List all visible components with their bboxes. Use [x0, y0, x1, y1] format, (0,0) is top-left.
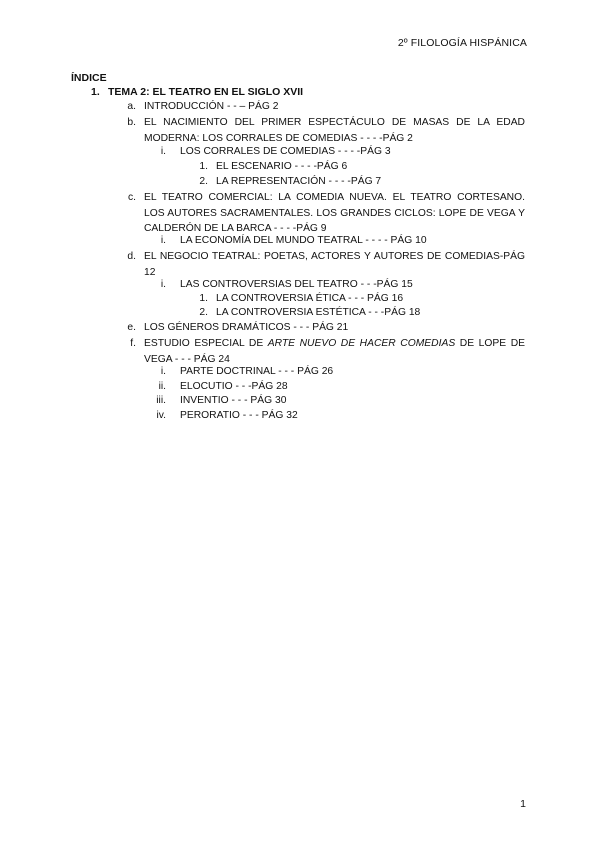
toc-entry-f [130, 336, 526, 367]
entry-marker: i. [160, 146, 166, 157]
entry-text: EL NEGOCIO TEATRAL: POETAS, ACTORES Y AUTORES DE COMEDIAS-PÁG 12 [144, 251, 525, 278]
toc-entry-d-i [160, 279, 413, 290]
entry-text: LAS CONTROVERSIAS DEL TEATRO - - -PÁG 15 [180, 279, 413, 290]
toc-entry-d-2 [199, 307, 421, 318]
entry-text: LA CONTROVERSIA ESTÉTICA - - -PÁG 18 [216, 307, 421, 318]
toc-entry-b-1 [199, 161, 348, 172]
toc-entry-d [127, 249, 525, 280]
entry-text-before: ESTUDIO ESPECIAL DE [144, 338, 268, 349]
entry-marker: c. [127, 192, 136, 203]
entry-text: EL TEATRO COMERCIAL: LA COMEDIA NUEVA. EL TEATRO CORTESANO. LOS AUTORES SACRAMENTALES. LOS GRANDES CICLOS: LOPE DE VEGA Y CALDERÓN DE LA BARCA - - - -PÁG 9 [144, 192, 525, 234]
entry-marker: i. [160, 366, 166, 377]
entry-marker: ii. [158, 381, 166, 392]
toc-entry-f-iv [156, 410, 298, 421]
entry-marker: iii. [156, 395, 166, 406]
entry-text: PARTE DOCTRINAL - - - PÁG 26 [180, 366, 334, 377]
toc-entry-d-1 [199, 293, 404, 304]
entry-text: INTRODUCCIÓN - - – PÁG 2 [144, 101, 279, 112]
index-title: ÍNDICE [71, 72, 107, 84]
page-header: 2º FILOLOGÍA HISPÁNICA [397, 37, 527, 49]
toc-entry-b [127, 115, 525, 146]
entry-text: ELOCUTIO - - -PÁG 28 [180, 381, 288, 392]
entry-marker: 2. [199, 176, 208, 187]
entry-marker: b. [127, 117, 136, 128]
entry-text: LOS GÉNEROS DRAMÁTICOS - - - PÁG 21 [144, 322, 349, 333]
entry-text-after: DE LOPE DE VEGA - - - PÁG 24 [144, 338, 526, 365]
toc-entry-f-iii [156, 395, 287, 406]
entry-text-italic: ARTE NUEVO DE HACER COMEDIAS [267, 338, 456, 349]
entry-marker: a. [127, 101, 136, 112]
entry-marker: e. [127, 322, 136, 333]
toc-entry-f-i [160, 366, 334, 377]
entry-text: PERORATIO - - - PÁG 32 [180, 410, 298, 421]
entry-marker: 2. [199, 307, 208, 318]
entry-text: LOS CORRALES DE COMEDIAS - - - -PÁG 3 [180, 146, 391, 157]
entry-marker: d. [127, 251, 136, 262]
entry-text: INVENTIO - - - PÁG 30 [180, 395, 287, 406]
theme-marker: 1. [91, 86, 100, 98]
entry-marker: 1. [199, 161, 208, 172]
entry-text: LA CONTROVERSIA ÉTICA - - - PÁG 16 [216, 293, 404, 304]
entry-marker: i. [160, 279, 166, 290]
entry-text: LA REPRESENTACIÓN - - - -PÁG 7 [216, 176, 382, 187]
toc-entry-b-2 [199, 176, 382, 187]
entry-text: LA ECONOMÍA DEL MUNDO TEATRAL - - - - PÁG 10 [180, 235, 427, 246]
toc-entry-e [127, 322, 349, 333]
entry-marker: i. [160, 235, 166, 246]
toc-entry-c-i [160, 235, 427, 246]
page-number: 1 [520, 798, 526, 810]
entry-text: EL ESCENARIO - - - -PÁG 6 [216, 161, 348, 172]
entry-marker: 1. [199, 293, 208, 304]
toc-entry-a [127, 101, 279, 112]
entry-marker: iv. [156, 410, 166, 421]
entry-marker: f. [130, 338, 136, 349]
toc-entry-c [127, 190, 525, 237]
theme-label: TEMA 2: EL TEATRO EN EL SIGLO XVII [108, 86, 304, 98]
toc-entry-f-ii [158, 381, 288, 392]
theme-heading [91, 86, 303, 98]
toc-entry-b-i [160, 146, 391, 157]
entry-text: EL NACIMIENTO DEL PRIMER ESPECTÁCULO DE MASAS DE LA EDAD MODERNA: LOS CORRALES DE COMEDIAS - - - -PÁG 2 [144, 117, 525, 144]
